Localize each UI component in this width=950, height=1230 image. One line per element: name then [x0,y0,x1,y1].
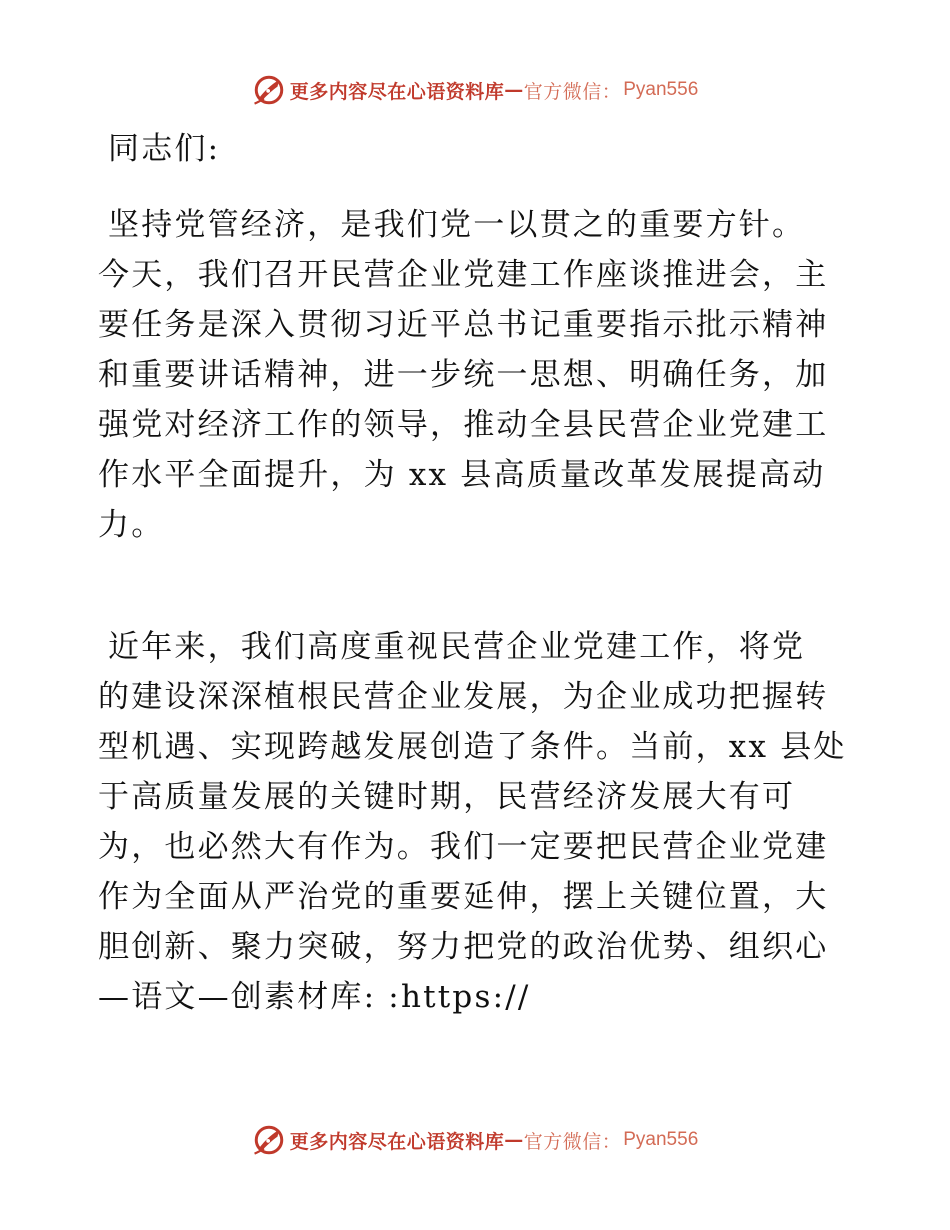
pen-nib-logo-icon [252,1123,286,1157]
paragraph-line: 要任务是深入贯彻习近平总书记重要指示批示精神 [98,307,829,343]
footer-wechat-label: 官方微信： [523,1130,622,1153]
footer-banner [0,1120,950,1160]
pen-nib-logo-icon [252,73,286,107]
paragraph-line: 胆创新、聚力突破，努力把党的政治优势、组织心 [98,929,829,965]
paragraph-line: 今天，我们召开民营企业党建工作座谈推进会，主 [98,257,829,293]
paragraph-line: 坚持党管经济，是我们党一以贯之的重要方针。 [108,207,806,243]
header-wechat-label: 官方微信： [523,80,622,103]
paragraph-line: 的建设深深植根民营企业发展，为企业成功把握转 [98,679,829,715]
header-banner [0,70,950,110]
paragraph-line: 型机遇、实现跨越发展创造了条件。当前，xx 县处 [98,729,847,765]
salutation: 同志们: [108,131,221,167]
paragraph-line: 近年来，我们高度重视民营企业党建工作，将党 [108,629,806,665]
paragraph-line: —语文—创素材库: :https:// [98,979,531,1015]
header-wechat-id: Pyan556 [623,79,699,100]
paragraph-line: 和重要讲话精神，进一步统一思想、明确任务，加 [98,357,829,393]
paragraph-line: 力。 [98,507,165,543]
paragraph-line: 作水平全面提升，为 xx 县高质量改革发展提高动 [98,457,826,493]
paragraph-line: 于高质量发展的关键时期，民营经济发展大有可 [98,779,796,815]
paragraph-line: 作为全面从严治党的重要延伸，摆上关键位置，大 [98,879,829,915]
header-dash: — [504,79,524,101]
paragraph-1 [98,200,860,550]
paragraph-2 [98,622,860,1022]
footer-wechat-id: Pyan556 [623,1129,699,1150]
paragraph-line: 为，也必然大有作为。我们一定要把民营企业党建 [98,829,829,865]
footer-title: 更多内容尽在心语资料库 [289,1130,505,1153]
header-title: 更多内容尽在心语资料库 [289,80,505,103]
paragraph-line: 强党对经济工作的领导，推动全县民营企业党建工 [98,407,829,443]
footer-dash: — [504,1129,524,1151]
